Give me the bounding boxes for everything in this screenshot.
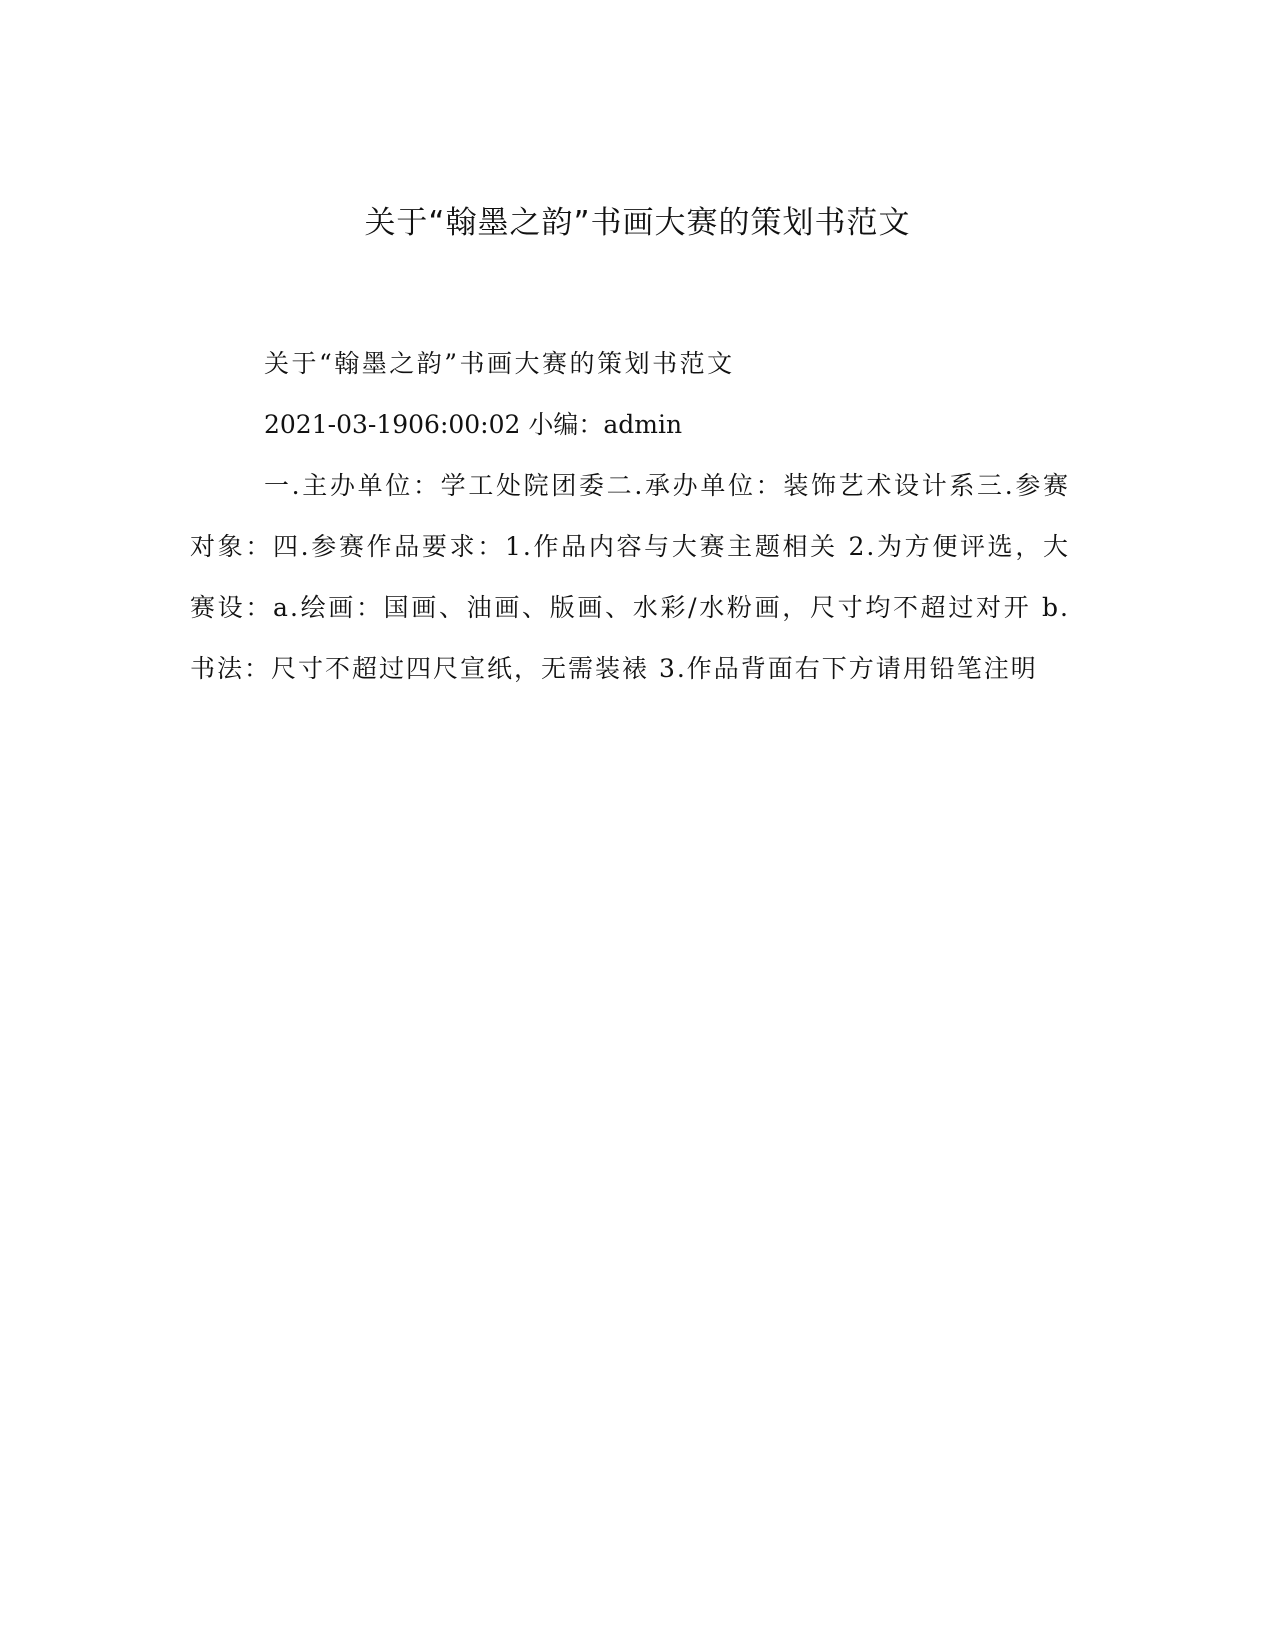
document-body [190,333,1070,699]
article-paragraph: 一.主办单位：学工处院团委二.承办单位：装饰艺术设计系三.参赛对象：四.参赛作品要求：1.作品内容与大赛主题相关 2.为方便评选，大赛设：a.绘画：国画、油画、版画、水彩/水粉画，尺寸均不超过对开 b.书法：尺寸不超过四尺宣纸，无需装裱 3.作品背面右下方请用铅笔注明 [190,471,1070,683]
page-title: 关于“翰墨之韵”书画大赛的策划书范文 [364,205,911,241]
article-subtitle: 关于“翰墨之韵”书画大赛的策划书范文 [264,349,735,378]
article-meta: 2021-03-1906:00:02 小编：admin [264,410,683,439]
